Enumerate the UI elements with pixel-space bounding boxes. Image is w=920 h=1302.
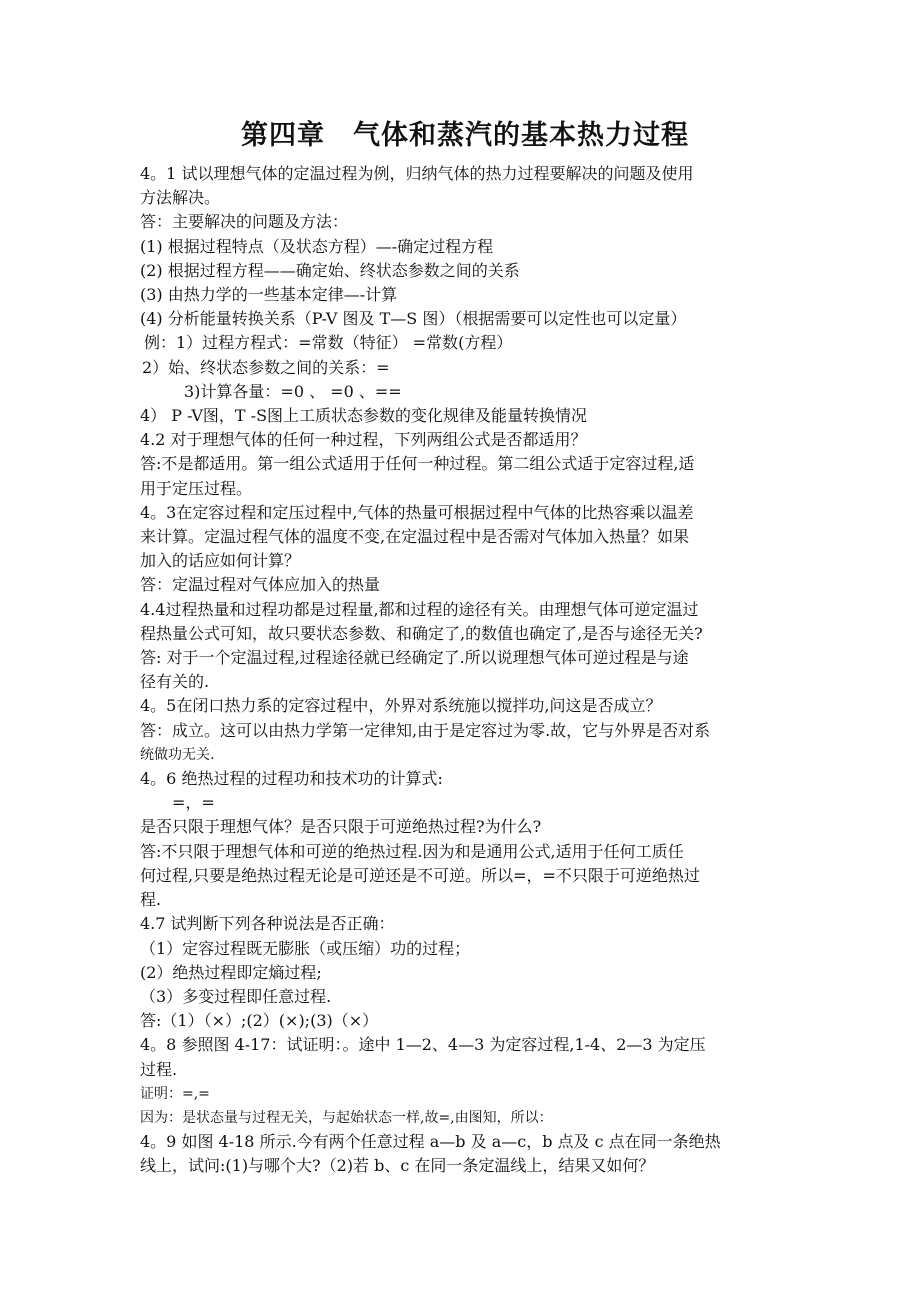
paragraph-line: (3) 由热力学的一些基本定律—-计算	[140, 285, 398, 305]
paragraph-line: 程热量公式可知，故只要状态参数、和确定了,的数值也确定了,是否与途径无关?	[140, 623, 703, 643]
paragraph-line: 例：1）过程方程式：=常数（特征） =常数(方程）	[144, 333, 513, 353]
paragraph-line: 过程.	[140, 1059, 178, 1079]
paragraph-line: 统做功无关.	[140, 746, 215, 763]
paragraph-line: 因为：是状态量与过程无关，与起始状态一样,故=,由图知，所以：	[140, 1109, 553, 1126]
paragraph-line: 加入的话应如何计算？	[140, 551, 301, 571]
paragraph-line: 4.2 对于理想气体的任何一种过程，下列两组公式是否都适用？	[140, 430, 587, 450]
paragraph-line: 程.	[140, 890, 162, 910]
paragraph-line: 答：主要解决的问题及方法：	[140, 212, 349, 232]
paragraph-line: 答:不只限于理想气体和可逆的绝热过程.因为和是通用公式,适用于任何工质任	[140, 841, 684, 861]
paragraph-line: 证明：=,=	[140, 1085, 210, 1102]
document-page	[140, 116, 790, 1179]
paragraph-line: 答:（1）（×）;(2）(×);(3)（×）	[140, 1011, 379, 1031]
paragraph-line: 4。3在定容过程和定压过程中,气体的热量可根据过程中气体的比热容乘以温差	[140, 502, 694, 522]
paragraph-line: （1）定容过程既无膨胀（或压缩）功的过程；	[140, 938, 471, 958]
paragraph-line: 是否只限于理想气体？是否只限于可逆绝热过程?为什么?	[140, 817, 542, 837]
paragraph-line: 4.4过程热量和过程功都是过程量,都和过程的途径有关。由理想气体可逆定温过	[140, 599, 699, 619]
paragraph-line: (1) 根据过程特点（及状态方程）—-确定过程方程	[140, 236, 494, 256]
paragraph-line: (2）绝热过程即定熵过程;	[140, 962, 322, 982]
paragraph-line: 4。1 试以理想气体的定温过程为例，归纳气体的热力过程要解决的问题及使用	[140, 164, 694, 183]
paragraph-line: 来计算。定温过程气体的温度不变,在定温过程中是否需对气体加入热量？如果	[140, 527, 690, 547]
paragraph-line: 用于定压过程。	[140, 478, 253, 498]
paragraph-line: 4。6 绝热过程的过程功和技术功的计算式:	[140, 769, 443, 789]
paragraph-line: 4。8 参照图 4-17：试证明：。途中 1—2、4—3 为定容过程,1-4、2—3 为定压	[140, 1035, 706, 1055]
paragraph-line: 4。5在闭口热力系的定容过程中，外界对系统施以搅拌功,问这是否成立？	[140, 696, 662, 716]
paragraph-line: 径有关的.	[140, 672, 210, 692]
paragraph-line: 答：成立。这可以由热力学第一定律知,由于是定容过为零.故，它与外界是否对系	[140, 720, 711, 740]
paragraph-line: 答:不是都适用。第一组公式适用于任何一种过程。第二组公式适于定容过程,适	[140, 454, 695, 474]
paragraph-line: 答: 对于一个定温过程,过程途径就已经确定了.所以说理想气体可逆过程是与途	[140, 648, 689, 668]
paragraph-line: (2) 根据过程方程——确定始、终状态参数之间的关系	[140, 260, 520, 280]
paragraph-line: 2）始、终状态参数之间的关系：=	[142, 357, 390, 377]
paragraph-line: 3)计算各量：=0 、 =0 、==	[184, 381, 402, 401]
paragraph-line: 答：定温过程对气体应加入的热量	[140, 575, 381, 595]
paragraph-line: 4.7 试判断下列各种说法是否正确：	[140, 914, 395, 934]
paragraph-line: 线上，试问:(1)与哪个大?（2)若 b、c 在同一条定温线上，结果又如何？	[140, 1156, 655, 1176]
paragraph-line: 何过程,只要是绝热过程无论是可逆还是不可逆。所以=，=不只限于可逆绝热过	[140, 865, 700, 885]
paragraph-line: 4。9 如图 4-18 所示.今有两个任意过程 a—b 及 a—c，b 点及 c 点在同一条绝热	[140, 1132, 721, 1152]
paragraph-line: （3）多变过程即任意过程.	[140, 986, 332, 1006]
paragraph-line: 方法解决。	[140, 188, 221, 208]
chapter-title: 第四章 气体和蒸汽的基本热力过程	[241, 120, 689, 151]
paragraph-line: =，=	[172, 793, 215, 813]
paragraph-line: (4) 分析能量转换关系（P-V 图及 T—S 图）（根据需要可以定性也可以定量）	[140, 309, 687, 329]
paragraph-line: 4） P -V图，T -S图上工质状态参数的变化规律及能量转换情况	[140, 406, 588, 426]
